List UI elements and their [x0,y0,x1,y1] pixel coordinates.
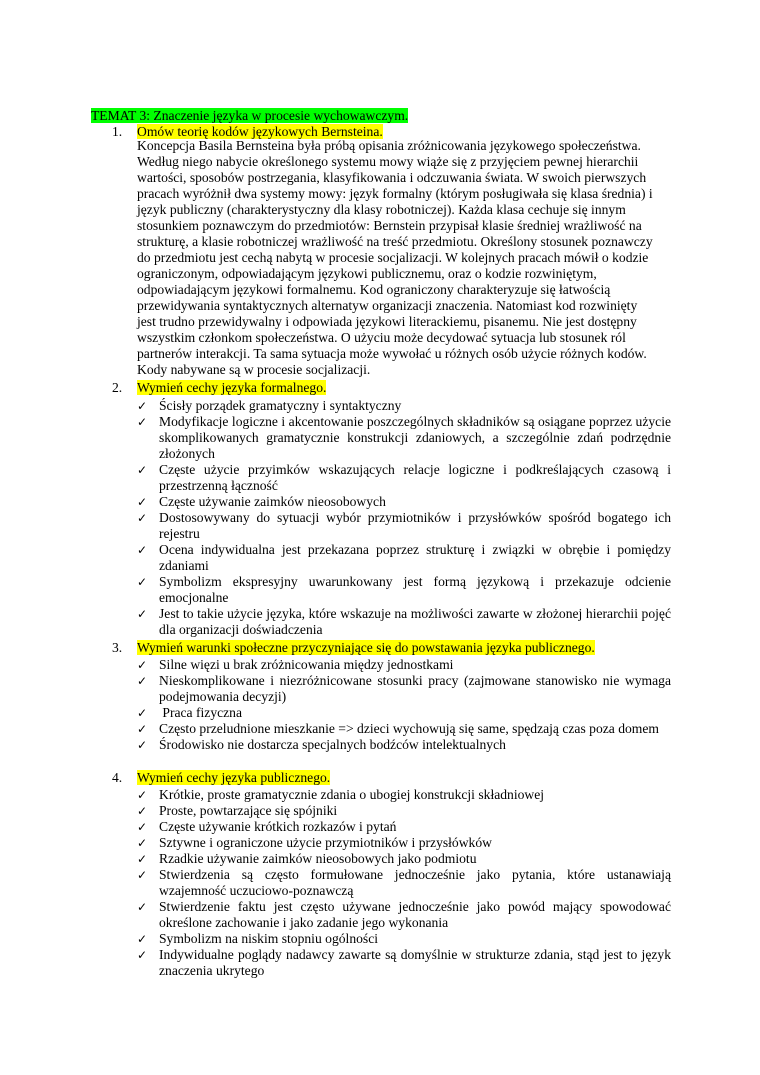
list-item-text: Symbolizm ekspresyjny uwarunkowany jest formą językową i przekazuje odcienie emocjonalne [159,574,671,605]
checkmark-icon: ✓ [137,415,148,429]
list-item-text: Ocena indywidualna jest przekazana poprzez strukturę i związki w obrębie i pomiędzy zdaniami [159,542,671,573]
list-item [137,947,671,979]
list-item-text: Ścisły porządek gramatyczny i syntaktyczny [159,398,402,413]
question-4-heading [112,770,330,786]
list-item [137,673,671,705]
checkmark-icon: ✓ [137,607,148,621]
public-language-features-list [137,787,671,979]
list-item-text: Częste użycie przyimków wskazujących relacje logiczne i podkreślających czasową i przestrzenną łączność [159,462,671,493]
list-item [137,705,671,721]
list-item [137,606,671,638]
list-item [137,803,671,819]
checkmark-icon: ✓ [137,495,148,509]
list-item-text: Stwierdzenia są często formułowane jednocześnie jako pytania, które ustanawiają wzajemność uczuciowo-poznawczą [159,867,671,898]
list-item [137,737,671,753]
checkmark-icon: ✓ [137,900,148,914]
list-item [137,657,671,673]
question-3-heading [112,640,595,656]
checkmark-icon: ✓ [137,836,148,850]
list-item-text: Proste, powtarzające się spójniki [159,803,338,818]
question-text: Wymień cechy języka formalnego. [137,380,327,395]
list-item-text: Symbolizm na niskim stopniu ogólności [159,931,379,946]
checkmark-icon: ✓ [137,932,148,946]
list-item [137,851,671,867]
checkmark-icon: ✓ [137,852,148,866]
checkmark-icon: ✓ [137,511,148,525]
list-item-text: Nieskomplikowane i niezróżnicowane stosunki pracy (zajmowane stanowisko nie wymaga podejmowania decyzji) [159,673,671,704]
list-item [137,787,671,803]
list-item [137,835,671,851]
list-item-text: Częste używanie krótkich rozkazów i pytań [159,819,397,834]
checkmark-icon: ✓ [137,804,148,818]
checkmark-icon: ✓ [137,788,148,802]
public-language-conditions-list [137,657,671,753]
checkmark-icon: ✓ [137,706,148,720]
list-item-text: Silne więzi u brak zróżnicowania między jednostkami [159,657,454,672]
paragraph-line: przewidywania syntaktycznych alternatyw organizacji znaczenia. Natomiast kod rozwinięty [137,298,638,313]
list-item-text: Środowisko nie dostarcza specjalnych bodźców intelektualnych [159,737,506,752]
checkmark-icon: ✓ [137,738,148,752]
checkmark-icon: ✓ [137,820,148,834]
checkmark-icon: ✓ [137,868,148,882]
title-highlight: TEMAT 3: Znaczenie języka w procesie wychowawczym. [91,108,409,123]
checkmark-icon: ✓ [137,674,148,688]
paragraph-line: wszystkim członkom społeczeństwa. O użyciu może decydować sytuacja lub stosunek ról [137,330,626,345]
paragraph-line: do przedmiotu jest cechą nabytą w procesie socjalizacji. W kolejnych pracach mówił o kodzie [137,250,649,265]
checkmark-icon: ✓ [137,399,148,413]
paragraph-line: partnerów interakcji. Ta sama sytuacja może wywołać u różnych osób użycie różnych kodów. [137,346,647,361]
list-item [137,931,671,947]
paragraph-line: Koncepcja Basila Bernsteina była próbą opisania zróżnicowania językowego społeczeństwa. [137,138,641,153]
question-number: 1. [112,124,123,139]
paragraph-line: pracach wyróżnił dwa systemy mowy: język formalny (którym posługiwała się klasa średnia) i [137,186,653,201]
list-item-text: Praca fizyczna [159,705,243,720]
list-item [137,721,671,737]
question-text: Wymień warunki społeczne przyczyniające się do powstawania języka publicznego. [137,640,595,655]
checkmark-icon: ✓ [137,948,148,962]
paragraph-line: jest trudno przewidywalny i odpowiada językowi literackiemu, pisanemu. Nie jest dostępny [137,314,637,329]
paragraph-line: Kody nabywane są w procesie socjalizacji. [137,362,371,377]
question-text: Wymień cechy języka publicznego. [137,770,331,785]
checkmark-icon: ✓ [137,658,148,672]
paragraph-line: język publiczny (charakterystyczny dla klasy robotniczej). Każda klasa cechuje się innym [137,202,626,217]
question-text: Omów teorię kodów językowych Bernsteina. [137,124,383,139]
document-title [91,108,408,124]
list-item [137,867,671,899]
paragraph-line: Według niego nabycie określonego systemu mowy wiąże się z przyjęciem pewnej hierarchii [137,154,639,169]
list-item [137,574,671,606]
list-item-text: Indywidualne poglądy nadawcy zawarte są domyślnie w strukturze zdania, stąd jest to język znaczenia ukrytego [159,947,671,978]
paragraph-line: wartości, sposobów postrzegania, klasyfikowania i odczuwania świata. W swoich pierwszych [137,170,647,185]
list-item [137,819,671,835]
paragraph-line: strukturę, a klasie robotniczej wrażliwość na treść przedmiotu. Określony stosunek poznawczy [137,234,653,249]
list-item [137,398,671,414]
list-item-text: Częste używanie zaimków nieosobowych [159,494,386,509]
list-item-text: Krótkie, proste gramatycznie zdania o ubogiej konstrukcji składniowej [159,787,545,802]
paragraph-line: stosunkiem poznawczym do przedmiotów: Bernstein przypisał klasie średniej wrażliwość na [137,218,642,233]
list-item [137,414,671,462]
question-number: 4. [112,770,123,785]
list-item-text: Rzadkie używanie zaimków nieosobowych jako podmiotu [159,851,477,866]
list-item-text: Jest to takie użycie języka, które wskazuje na możliwości zawarte w złożonej hierarchii pojęć dla organizacji doświadczenia [159,606,671,637]
list-item [137,462,671,494]
list-item [137,494,671,510]
question-number: 3. [112,640,123,655]
list-item-text: Często przeludnione mieszkanie => dzieci wychowują się same, spędzają czas poza domem [159,721,659,736]
paragraph-line: ograniczonym, odpowiadającym językowi publicznemu, oraz o kodzie rozwiniętym, [137,266,597,281]
checkmark-icon: ✓ [137,575,148,589]
checkmark-icon: ✓ [137,722,148,736]
list-item [137,542,671,574]
bernstein-paragraph [137,138,677,378]
list-item-text: Stwierdzenie faktu jest często używane jednocześnie jako powód mający spowodować określone zachowanie i jako zadanie jego wykonania [159,899,671,930]
formal-language-list [137,398,671,638]
list-item [137,510,671,542]
checkmark-icon: ✓ [137,463,148,477]
checkmark-icon: ✓ [137,543,148,557]
list-item-text: Dostosowywany do sytuacji wybór przymiotników i przysłówków spośród bogatego ich rejestru [159,510,671,541]
question-2-heading [112,380,326,396]
list-item-text: Modyfikacje logiczne i akcentowanie poszczególnych składników są osiągane poprzez użycie skomplikowanych gramatycznie konstrukcji zdaniowych, a szczególnie zdań podrzędnie złożonych [159,414,671,461]
question-number: 2. [112,380,123,395]
list-item [137,899,671,931]
paragraph-line: odpowiadającym językowi formalnemu. Kod ograniczony charakteryzuje się łatwością [137,282,611,297]
list-item-text: Sztywne i ograniczone użycie przymiotników i przysłówków [159,835,492,850]
